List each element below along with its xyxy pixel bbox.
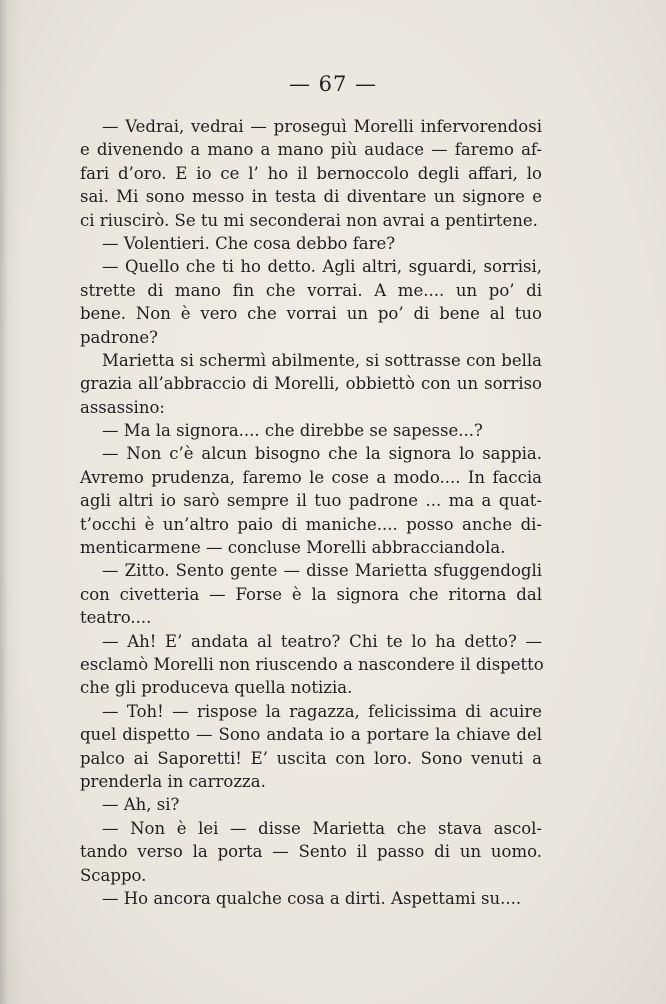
text-line: teatro....: [80, 608, 152, 628]
page-number: — 67 —: [288, 72, 378, 96]
text-line: esclamò Morelli non riuscendo a nascondere il dispetto: [80, 654, 544, 674]
text-line: bene. Non è vero che vorrai un po’ di bene al tuo: [80, 304, 542, 324]
text-line: Scappo.: [80, 865, 147, 885]
text-line: con civetteria — Forse è la signora che ritorna dal: [80, 584, 542, 604]
text-line: palco ai Saporetti! E’ uscita con loro. Sono venuti a: [80, 748, 542, 768]
text-line: — Vedrai, vedrai — proseguì Morelli infervorendosi: [102, 117, 542, 136]
text-line: t’occhi è un’altro paio di maniche.... posso anche di-: [80, 514, 542, 534]
text-line: — Non è lei — disse Marietta che stava ascol-: [102, 818, 542, 838]
text-line: — Ah, si?: [102, 795, 180, 815]
text-line: ci riuscirò. Se tu mi seconderai non avrai a pentirtene.: [80, 210, 538, 230]
text-line: grazia all’abbraccio di Morelli, obbiettò con un sorriso: [80, 374, 542, 394]
text-line: — Non c’è alcun bisogno che la signora lo sappia.: [102, 444, 542, 464]
text-line: Marietta si schermì abilmente, si sottrasse con bella: [102, 350, 542, 370]
text-line: sai. Mi sono messo in testa di diventare un signore e: [80, 187, 542, 207]
text-line: agli altri io sarò sempre il tuo padrone ... ma a quat-: [80, 491, 542, 511]
body-text: [80, 115, 542, 910]
text-line: fari d’oro. E io ce l’ ho il bernoccolo degli affari, lo: [80, 163, 542, 183]
text-line: — Toh! — rispose la ragazza, felicissima di acuire: [102, 701, 542, 721]
text-line: menticarmene — concluse Morelli abbracciandola.: [80, 538, 506, 558]
text-line: assassino:: [80, 397, 165, 417]
text-line: — Ma la signora.... che direbbe se sapesse...?: [102, 421, 483, 441]
text-line: e divenendo a mano a mano più audace — faremo af-: [80, 140, 542, 160]
text-line: — Quello che ti ho detto. Agli altri, sguardi, sorrisi,: [102, 257, 542, 277]
text-line: prenderla in carrozza.: [80, 771, 266, 791]
text-line: tando verso la porta — Sento il passo di un uomo.: [80, 842, 542, 862]
text-line: — Ah! E’ andata al teatro? Chi te lo ha detto? —: [102, 631, 542, 651]
text-line: — Ho ancora qualche cosa a dirti. Aspettami su....: [102, 888, 522, 908]
text-line: che gli produceva quella notizia.: [80, 678, 353, 698]
text-line: — Volentieri. Che cosa debbo fare?: [102, 233, 396, 253]
text-line: quel dispetto — Sono andata io a portare la chiave del: [80, 725, 542, 745]
text-line: — Zitto. Sento gente — disse Marietta sfuggendogli: [102, 561, 542, 581]
text-line: strette di mano fin che vorrai. A me.... un po’ di: [80, 280, 542, 300]
text-line: Avremo prudenza, faremo le cose a modo.... In faccia: [80, 467, 542, 487]
text-line: padrone?: [80, 327, 159, 347]
